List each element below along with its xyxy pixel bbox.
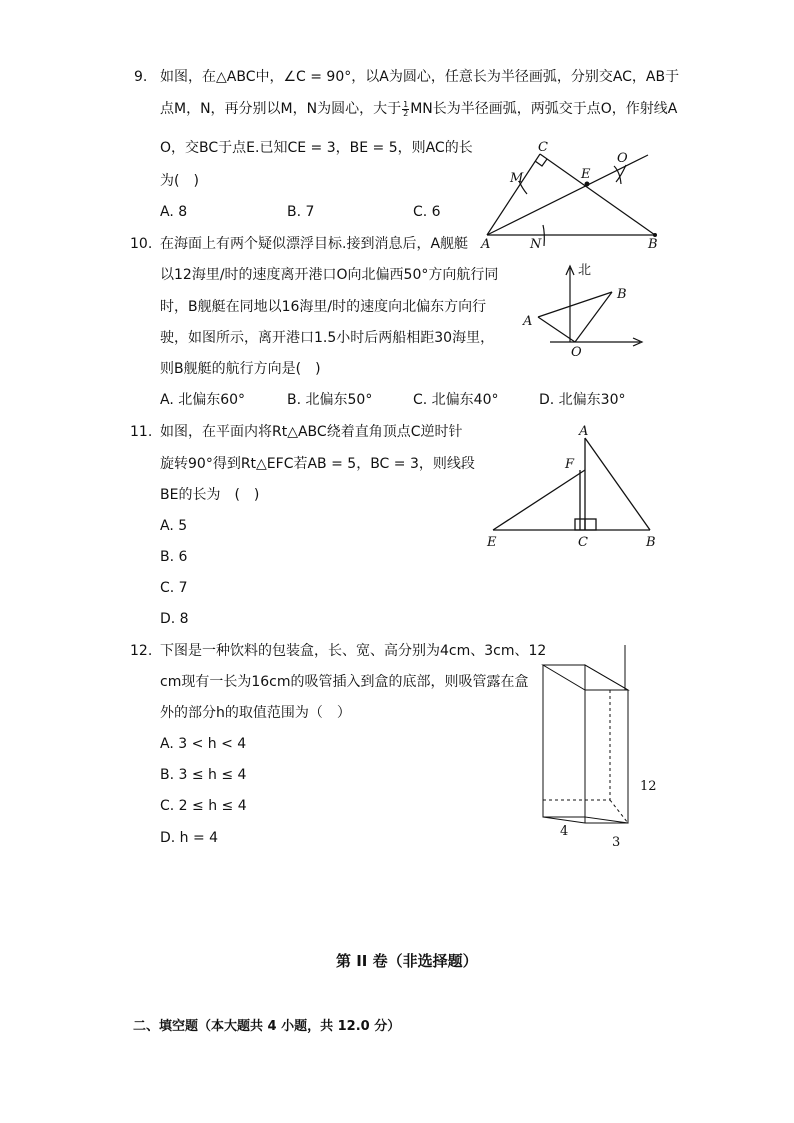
q9-line-1: 如图，在△ABC中，∠C = 90°，以A为圆心，任意长为半径画弧，分别交AC，AB于 bbox=[160, 69, 680, 85]
q10-line-1: 在海面上有两个疑似漂浮目标.接到消息后，A舰艇 bbox=[160, 236, 469, 252]
label-b: B bbox=[646, 535, 656, 550]
segment-ac bbox=[487, 154, 540, 235]
label-e: E bbox=[487, 535, 497, 550]
q10-number: 10. bbox=[130, 236, 153, 252]
q11-option-d[interactable]: D. 8 bbox=[160, 611, 189, 627]
q9-option-a[interactable]: A. 8 bbox=[160, 204, 188, 220]
q12-line-3: 外的部分h的取值范围为（ ） bbox=[160, 705, 351, 721]
fraction-numerator: 1 bbox=[403, 99, 409, 109]
q10-option-d[interactable]: D. 北偏东30° bbox=[539, 392, 626, 408]
point-b bbox=[653, 233, 657, 237]
q10-option-b[interactable]: B. 北偏东50° bbox=[287, 392, 373, 408]
ray-ao bbox=[487, 155, 648, 235]
label-b: B bbox=[617, 287, 627, 302]
label-width: 3 bbox=[612, 835, 621, 850]
north-arrow-head bbox=[566, 266, 574, 275]
half-fraction bbox=[402, 101, 409, 118]
section-two-heading: 二、填空题（本大题共 4 小题，共 12.0 分） bbox=[133, 1019, 401, 1034]
q12-line-1: 下图是一种饮料的包装盒，长、宽、高分别为4cm、3cm、12 bbox=[160, 643, 547, 659]
label-o: O bbox=[617, 151, 628, 166]
q10-line-3: 时，B舰艇在同地以16海里/时的速度向北偏东方向行 bbox=[160, 299, 487, 315]
path-ob bbox=[575, 292, 612, 342]
q11-number: 11. bbox=[130, 424, 153, 440]
segment-cb bbox=[540, 154, 655, 235]
q10-option-a[interactable]: A. 北偏东60° bbox=[160, 392, 246, 408]
q11-line-2: 旋转90°得到Rt△EFC若AB = 5，BC = 3，则线段 bbox=[160, 456, 475, 472]
q10-line-4: 驶，如图所示，离开港口1.5小时后两船相距30海里， bbox=[160, 330, 495, 346]
q9-option-b[interactable]: B. 7 bbox=[287, 204, 315, 220]
hidden-edge-side bbox=[610, 800, 628, 823]
label-c: C bbox=[578, 535, 588, 550]
q11-line-3: BE的长为 ( ) bbox=[160, 487, 260, 503]
q11-option-c[interactable]: C. 7 bbox=[160, 580, 188, 596]
east-arrow-head bbox=[633, 338, 642, 346]
label-n: N bbox=[530, 237, 542, 252]
q12-line-2: cm现有一长为16cm的吸管插入到盒的底部，则吸管露在盒 bbox=[160, 674, 529, 690]
label-o: O bbox=[571, 345, 582, 360]
label-north: 北 bbox=[578, 263, 592, 278]
label-m: M bbox=[510, 171, 524, 186]
q9-line-3: O，交BC于点E.已知CE = 3，BE = 5，则AC的长 bbox=[160, 140, 473, 156]
label-a: A bbox=[523, 314, 533, 329]
label-c: C bbox=[538, 140, 548, 155]
path-oa bbox=[538, 317, 575, 342]
segment-ab bbox=[538, 292, 612, 317]
label-b: B bbox=[648, 237, 658, 252]
box-front-face bbox=[543, 665, 585, 817]
label-f: F bbox=[565, 457, 575, 472]
label-e: E bbox=[581, 167, 591, 182]
arc-o-2 bbox=[616, 165, 626, 182]
q12-option-d[interactable]: D. h = 4 bbox=[160, 830, 219, 846]
q9-option-c[interactable]: C. 6 bbox=[413, 204, 441, 220]
q11-line-1: 如图，在平面内将Rt△ABC绕着直角顶点C逆时针 bbox=[160, 424, 463, 440]
box-right-face bbox=[585, 665, 628, 823]
q12-option-b[interactable]: B. 3 ≤ h ≤ 4 bbox=[160, 767, 247, 783]
q9-line-2-pre: 点M，N，再分别以M，N为圆心，大于 bbox=[160, 101, 402, 117]
q9-line-2 bbox=[160, 100, 677, 118]
label-a: A bbox=[579, 424, 589, 439]
segment-ab bbox=[585, 438, 650, 530]
q11-option-b[interactable]: B. 6 bbox=[160, 549, 188, 565]
q9-line-4: 为( ) bbox=[160, 173, 199, 189]
q11-option-a[interactable]: A. 5 bbox=[160, 518, 188, 534]
label-length: 4 bbox=[560, 824, 569, 839]
label-a: A bbox=[481, 237, 491, 252]
q12-number: 12. bbox=[130, 643, 153, 659]
point-e bbox=[585, 182, 590, 187]
arc-n bbox=[543, 225, 544, 246]
right-angle-mark bbox=[535, 159, 547, 166]
part-two-title: 第 II 卷（非选择题） bbox=[336, 952, 478, 970]
box-top-face bbox=[543, 665, 628, 690]
arc-m bbox=[519, 181, 527, 194]
arc-o-1 bbox=[614, 166, 621, 184]
q12-option-c[interactable]: C. 2 ≤ h ≤ 4 bbox=[160, 798, 247, 814]
q10-option-c[interactable]: C. 北偏东40° bbox=[413, 392, 499, 408]
q10-line-5: 则B舰艇的航行方向是( ) bbox=[160, 361, 321, 377]
right-angle-mark bbox=[575, 519, 596, 530]
q9-line-2-post: MN长为半径画弧，两弧交于点O，作射线A bbox=[410, 101, 678, 117]
q10-line-2: 以12海里/时的速度离开港口O向北偏西50°方向航行同 bbox=[160, 267, 499, 283]
label-height: 12 bbox=[640, 779, 657, 794]
segment-ef bbox=[493, 470, 585, 530]
fraction-denominator: 2 bbox=[403, 108, 409, 118]
q9-number: 9. bbox=[134, 69, 148, 85]
q12-option-a[interactable]: A. 3 < h < 4 bbox=[160, 736, 247, 752]
